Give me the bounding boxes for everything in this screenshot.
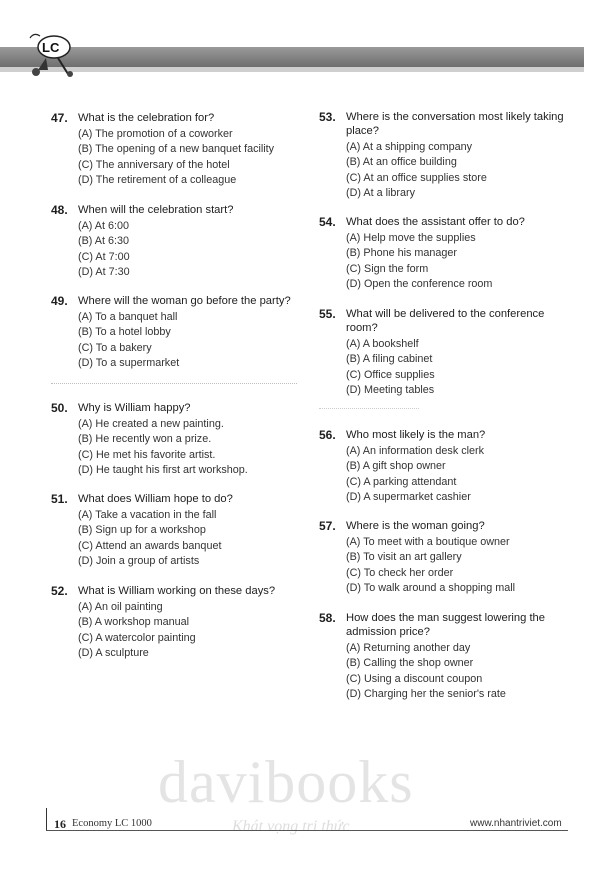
answer-option[interactable]: (B) The opening of a new banquet facility xyxy=(78,143,275,156)
question-number: 52. xyxy=(51,584,68,598)
answer-option[interactable]: (C) To check her order xyxy=(346,566,454,579)
question-text: When will the celebration start? xyxy=(78,204,234,216)
page-number: 16 xyxy=(54,817,66,831)
answer-option[interactable]: (C) A watercolor painting xyxy=(78,631,196,644)
answer-option[interactable]: (C) The anniversary of the hotel xyxy=(78,158,230,171)
answer-option[interactable]: (D) To a supermarket xyxy=(78,356,180,369)
answer-option[interactable]: (B) Sign up for a workshop xyxy=(78,524,206,537)
question-56 xyxy=(319,428,587,505)
answer-option[interactable]: (C) Sign the form xyxy=(346,262,429,275)
question-57 xyxy=(319,519,587,596)
answer-option[interactable]: (D) A sculpture xyxy=(78,646,149,659)
answer-option[interactable]: (C) A parking attendant xyxy=(346,475,457,488)
answer-option[interactable]: (B) To a hotel lobby xyxy=(78,326,171,339)
answer-option[interactable]: (D) A supermarket cashier xyxy=(346,490,471,503)
answer-option[interactable]: (A) The promotion of a coworker xyxy=(78,128,233,140)
footer-rule xyxy=(46,830,568,831)
footer-vertical-rule xyxy=(46,808,47,830)
question-number: 49. xyxy=(51,294,68,308)
answer-option[interactable]: (A) Returning another day xyxy=(346,642,471,654)
answer-option[interactable]: (B) A workshop manual xyxy=(78,616,190,629)
question-text: Where will the woman go before the party? xyxy=(78,295,291,307)
question-text: What does the assistant offer to do? xyxy=(346,216,525,228)
question-text: Where is the woman going? xyxy=(346,520,485,532)
question-48 xyxy=(51,203,319,280)
answer-option[interactable]: (B) He recently won a prize. xyxy=(78,433,212,446)
answer-option[interactable]: (B) At 6:30 xyxy=(78,235,130,248)
question-51 xyxy=(51,492,319,569)
question-54 xyxy=(319,215,587,292)
answer-option[interactable]: (D) To walk around a shopping mall xyxy=(346,581,516,594)
question-number: 57. xyxy=(319,519,336,533)
question-53 xyxy=(319,110,587,201)
section-divider xyxy=(51,383,297,384)
answer-option[interactable]: (B) A filing cabinet xyxy=(346,353,433,366)
answer-option[interactable]: (C) Office supplies xyxy=(346,368,435,381)
publisher-website[interactable]: www.nhantriviet.com xyxy=(470,818,562,829)
question-52 xyxy=(51,584,319,661)
answer-option[interactable]: (A) He created a new painting. xyxy=(78,418,224,430)
answer-option[interactable]: (A) Help move the supplies xyxy=(346,232,476,244)
lc-logo xyxy=(24,30,82,80)
question-55 xyxy=(319,307,587,398)
answer-option[interactable]: (C) He met his favorite artist. xyxy=(78,448,216,461)
question-number: 50. xyxy=(51,401,68,415)
answer-option[interactable]: (D) Join a group of artists xyxy=(78,554,200,567)
question-text-continued: room? xyxy=(346,322,378,334)
question-text: What does William hope to do? xyxy=(78,493,233,505)
answer-option[interactable]: (D) The retirement of a colleague xyxy=(78,173,237,186)
answer-option[interactable]: (A) To a banquet hall xyxy=(78,311,178,323)
question-number: 55. xyxy=(319,307,336,321)
question-49 xyxy=(51,294,319,371)
question-text: What is the celebration for? xyxy=(78,112,215,124)
question-47 xyxy=(51,111,319,188)
answer-option[interactable]: (A) An oil painting xyxy=(78,601,163,613)
answer-option[interactable]: (A) Take a vacation in the fall xyxy=(78,509,217,521)
answer-option[interactable]: (D) He taught his first art workshop. xyxy=(78,463,248,476)
question-number: 48. xyxy=(51,203,68,217)
question-text: Why is William happy? xyxy=(78,402,191,414)
answer-option[interactable]: (C) Using a discount coupon xyxy=(346,672,483,685)
question-50 xyxy=(51,401,319,478)
question-text: How does the man suggest lowering the xyxy=(346,612,546,624)
answer-option[interactable]: (B) At an office building xyxy=(346,156,457,169)
watermark-logo: davibooks xyxy=(158,749,414,815)
question-text: Where is the conversation most likely taking xyxy=(346,111,564,123)
question-text-continued: place? xyxy=(346,125,379,137)
header-bar-shadow xyxy=(0,67,584,72)
answer-option[interactable]: (D) At 7:30 xyxy=(78,265,130,278)
answer-option[interactable]: (A) A bookshelf xyxy=(346,338,419,350)
answer-option[interactable]: (B) Phone his manager xyxy=(346,247,458,260)
question-number: 53. xyxy=(319,110,336,124)
question-text: What will be delivered to the conference xyxy=(346,308,545,320)
answer-option[interactable]: (C) To a bakery xyxy=(78,341,152,354)
book-title: Economy LC 1000 xyxy=(72,818,152,829)
question-number: 51. xyxy=(51,492,68,506)
answer-option[interactable]: (B) A gift shop owner xyxy=(346,460,446,473)
watermark-tagline: Khát vọng tri thức xyxy=(232,818,350,835)
question-number: 58. xyxy=(319,611,336,625)
answer-option[interactable]: (A) To meet with a boutique owner xyxy=(346,536,510,548)
question-58 xyxy=(319,611,587,702)
question-number: 56. xyxy=(319,428,336,442)
question-text: Who most likely is the man? xyxy=(346,429,486,441)
header-bar xyxy=(0,47,584,67)
section-divider xyxy=(319,408,419,409)
answer-option[interactable]: (C) At an office supplies store xyxy=(346,171,487,184)
answer-option[interactable]: (D) Meeting tables xyxy=(346,383,435,396)
answer-option[interactable]: (D) Open the conference room xyxy=(346,277,493,290)
question-text-continued: admission price? xyxy=(346,626,430,638)
answer-option[interactable]: (D) Charging her the senior's rate xyxy=(346,687,506,700)
question-number: 47. xyxy=(51,111,68,125)
answer-option[interactable]: (D) At a library xyxy=(346,186,415,199)
answer-option[interactable]: (A) At 6:00 xyxy=(78,220,130,232)
answer-option[interactable]: (A) An information desk clerk xyxy=(346,445,485,457)
answer-option[interactable]: (A) At a shipping company xyxy=(346,141,473,153)
question-number: 54. xyxy=(319,215,336,229)
answer-option[interactable]: (B) Calling the shop owner xyxy=(346,657,474,670)
answer-option[interactable]: (B) To visit an art gallery xyxy=(346,551,462,564)
question-text: What is William working on these days? xyxy=(78,585,276,597)
logo-text: LC xyxy=(42,40,60,55)
answer-option[interactable]: (C) At 7:00 xyxy=(78,250,130,263)
answer-option[interactable]: (C) Attend an awards banquet xyxy=(78,539,222,552)
